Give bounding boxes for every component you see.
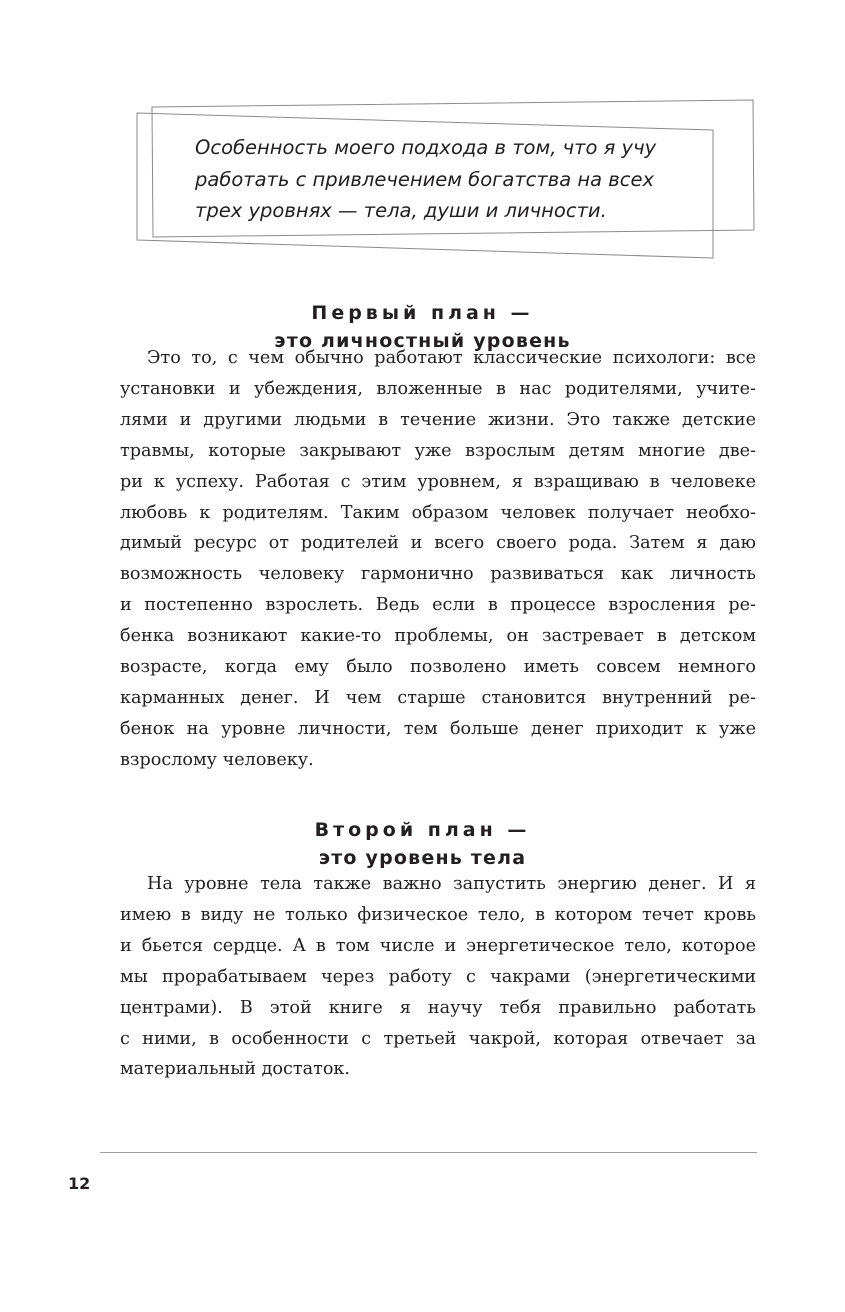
page-number: 12 [68,1174,91,1193]
text-line: бенок на уровне личности, тем больше денег приходит к уже [120,718,756,739]
heading-line: Второй план — [314,819,531,841]
text-line: ри к успеху. Работая с этим уровнем, я взращиваю в человеке [120,471,756,492]
text-line: лями и другими людьми в течение жизни. Это также детские [120,409,756,430]
text-line: материальный достаток. [120,1059,351,1080]
text-line: центрами). В этой книге я научу тебя правильно работать [120,997,756,1018]
text-line: На уровне тела также важно запустить энергию денег. И я [147,874,756,894]
section-heading-body [0,816,845,872]
heading-line: это уровень тела [318,847,527,869]
pull-quote [195,132,715,227]
text-line: карманных денег. И чем старше становится внутренний ре- [120,687,756,708]
text-line: Это то, с чем обычно работают классические психологи: все [147,348,756,368]
text-line: взрослому человеку. [120,749,314,770]
quote-line: Особенность моего подхода в том, что я учу [195,136,657,159]
footer-divider [100,1152,757,1153]
text-line: возможность человеку гармонично развиваться как личность [120,564,756,585]
text-line: бенка возникают какие-то проблемы, он застревает в детском [120,626,756,647]
text-line: с ними, в особенности с третьей чакрой, которая отвечает за [120,1028,756,1049]
heading-line: Первый план — [311,302,534,324]
text-line: и бьется сердце. А в том числе и энергетическое тело, которое [120,935,756,956]
text-line: установки и убеждения, вложенные в нас родителями, учите- [120,378,756,399]
heading-line: это личностный уровень [274,330,571,352]
text-line: мы прорабатываем через работу с чакрами (энергетическими [120,966,756,987]
text-line: и постепенно взрослеть. Ведь если в процессе взросления ре- [120,595,756,616]
paragraph-personal [120,343,756,776]
quote-line: трех уровнях — тела, души и личности. [195,199,607,222]
paragraph-body [120,869,756,1085]
text-line: любовь к родителям. Таким образом человек получает необхо- [120,502,756,523]
text-line: димый ресурс от родителей и всего своего рода. Затем я даю [120,533,756,554]
text-line: травмы, которые закрывают уже взрослым детям многие две- [120,440,756,461]
text-line: имею в виду не только физическое тело, в котором течет кровь [120,904,756,925]
text-line: возрасте, когда ему было позволено иметь совсем немного [120,657,756,678]
quote-line: работать с привлечением богатства на всех [195,167,655,191]
